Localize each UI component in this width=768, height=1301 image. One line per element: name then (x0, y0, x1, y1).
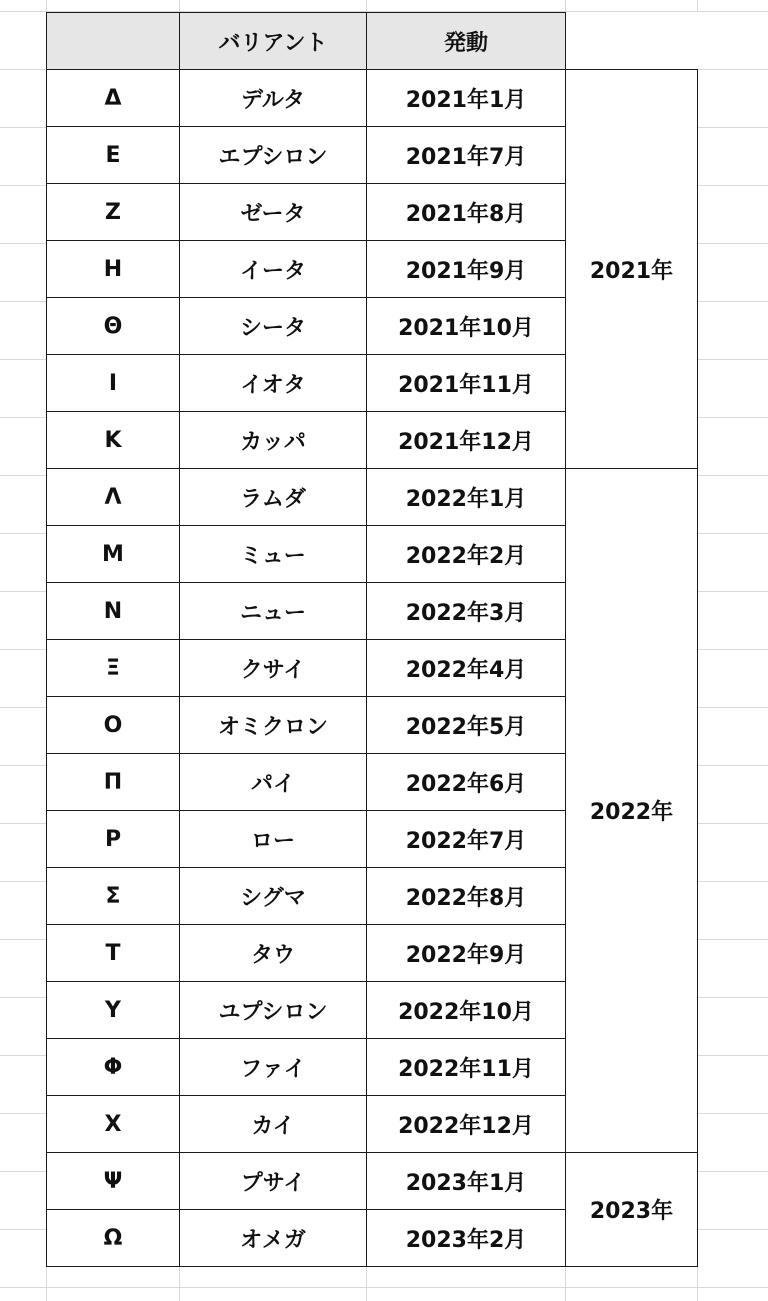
onset-date-cell[interactable]: 2022年8月 (367, 868, 566, 925)
greek-letter-cell[interactable]: Ξ (47, 640, 180, 697)
onset-date-cell[interactable]: 2021年10月 (367, 298, 566, 355)
onset-date-cell[interactable]: 2021年9月 (367, 241, 566, 298)
variant-name-cell[interactable]: ロー (180, 811, 367, 868)
greek-letter-cell[interactable]: Z (47, 184, 180, 241)
greek-letter-cell[interactable]: X (47, 1096, 180, 1153)
variant-name-cell[interactable]: シータ (180, 298, 367, 355)
variant-name-cell[interactable]: プサイ (180, 1153, 367, 1210)
variant-name-cell[interactable]: イオタ (180, 355, 367, 412)
year-group-cell[interactable]: 2022年 (566, 469, 698, 1153)
variant-name-cell[interactable]: カッパ (180, 412, 367, 469)
onset-date-cell[interactable]: 2021年8月 (367, 184, 566, 241)
greek-letter-cell[interactable]: Σ (47, 868, 180, 925)
header-cell-onset[interactable]: 発動 (367, 13, 566, 70)
variant-name-cell[interactable]: シグマ (180, 868, 367, 925)
variant-name-cell[interactable]: カイ (180, 1096, 367, 1153)
onset-date-cell[interactable]: 2021年11月 (367, 355, 566, 412)
variant-name-cell[interactable]: オメガ (180, 1210, 367, 1267)
onset-date-cell[interactable]: 2022年9月 (367, 925, 566, 982)
greek-letter-cell[interactable]: Δ (47, 70, 180, 127)
onset-date-cell[interactable]: 2022年12月 (367, 1096, 566, 1153)
variant-name-cell[interactable]: ゼータ (180, 184, 367, 241)
header-cell-empty[interactable] (566, 13, 698, 70)
onset-date-cell[interactable]: 2022年2月 (367, 526, 566, 583)
onset-date-cell[interactable]: 2022年7月 (367, 811, 566, 868)
variant-name-cell[interactable]: ファイ (180, 1039, 367, 1096)
variant-name-cell[interactable]: ミュー (180, 526, 367, 583)
header-cell-letter[interactable] (47, 13, 180, 70)
greek-letter-cell[interactable]: K (47, 412, 180, 469)
onset-date-cell[interactable]: 2022年1月 (367, 469, 566, 526)
onset-date-cell[interactable]: 2022年11月 (367, 1039, 566, 1096)
greek-letter-cell[interactable]: H (47, 241, 180, 298)
onset-date-cell[interactable]: 2021年7月 (367, 127, 566, 184)
table-row (47, 70, 698, 127)
greek-letter-cell[interactable]: O (47, 697, 180, 754)
greek-letter-cell[interactable]: I (47, 355, 180, 412)
variant-name-cell[interactable]: ラムダ (180, 469, 367, 526)
greek-letter-cell[interactable]: T (47, 925, 180, 982)
greek-letter-cell[interactable]: Φ (47, 1039, 180, 1096)
variant-name-cell[interactable]: ユプシロン (180, 982, 367, 1039)
greek-letter-cell[interactable]: M (47, 526, 180, 583)
greek-letter-cell[interactable]: N (47, 583, 180, 640)
variant-name-cell[interactable]: エプシロン (180, 127, 367, 184)
onset-date-cell[interactable]: 2022年3月 (367, 583, 566, 640)
greek-letter-cell[interactable]: Ω (47, 1210, 180, 1267)
table-row (47, 469, 698, 526)
variant-name-cell[interactable]: ニュー (180, 583, 367, 640)
table-body (47, 70, 698, 1267)
onset-date-cell[interactable]: 2023年2月 (367, 1210, 566, 1267)
table-row (47, 1153, 698, 1210)
header-cell-variant[interactable]: バリアント (180, 13, 367, 70)
onset-date-cell[interactable]: 2023年1月 (367, 1153, 566, 1210)
onset-date-cell[interactable]: 2021年12月 (367, 412, 566, 469)
greek-letter-cell[interactable]: Λ (47, 469, 180, 526)
variant-name-cell[interactable]: オミクロン (180, 697, 367, 754)
greek-letter-cell[interactable]: Ψ (47, 1153, 180, 1210)
variant-table (46, 12, 698, 1267)
variant-name-cell[interactable]: パイ (180, 754, 367, 811)
onset-date-cell[interactable]: 2022年6月 (367, 754, 566, 811)
greek-letter-cell[interactable]: Θ (47, 298, 180, 355)
header-row (47, 13, 698, 70)
year-group-cell[interactable]: 2021年 (566, 70, 698, 469)
greek-letter-cell[interactable]: P (47, 811, 180, 868)
variant-name-cell[interactable]: クサイ (180, 640, 367, 697)
variant-name-cell[interactable]: タウ (180, 925, 367, 982)
variant-name-cell[interactable]: デルタ (180, 70, 367, 127)
onset-date-cell[interactable]: 2021年1月 (367, 70, 566, 127)
greek-letter-cell[interactable]: Π (47, 754, 180, 811)
onset-date-cell[interactable]: 2022年5月 (367, 697, 566, 754)
onset-date-cell[interactable]: 2022年10月 (367, 982, 566, 1039)
variant-name-cell[interactable]: イータ (180, 241, 367, 298)
greek-letter-cell[interactable]: Y (47, 982, 180, 1039)
year-group-cell[interactable]: 2023年 (566, 1153, 698, 1267)
onset-date-cell[interactable]: 2022年4月 (367, 640, 566, 697)
greek-letter-cell[interactable]: E (47, 127, 180, 184)
